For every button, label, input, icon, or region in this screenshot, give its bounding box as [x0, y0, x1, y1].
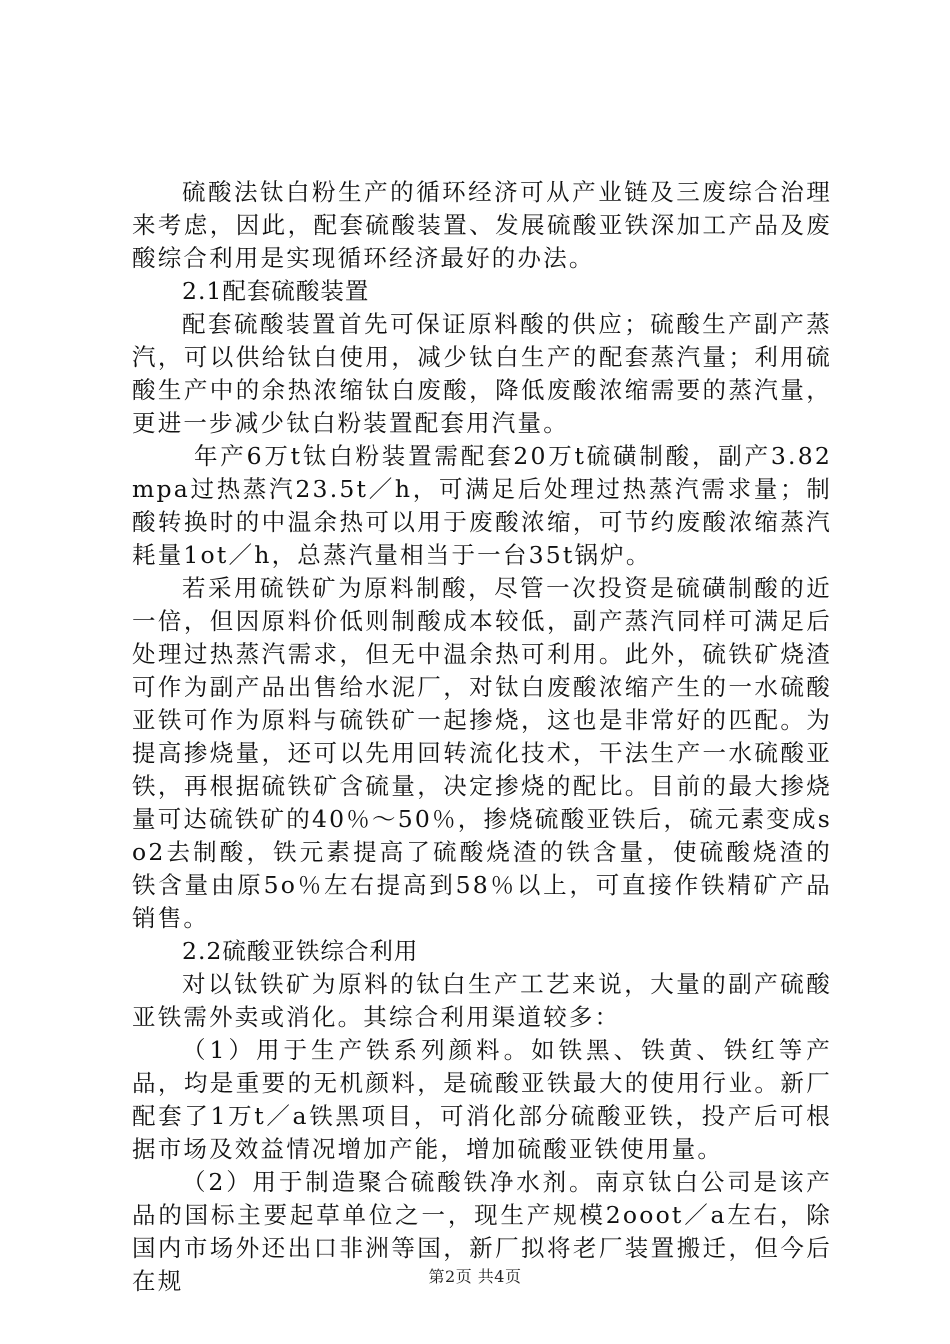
paragraph-2-2-a: 对以钛铁矿为原料的钛白生产工艺来说，大量的副产硫酸亚铁需外卖或消化。其综合利用渠道较多：: [132, 970, 832, 1031]
paragraph-2-1-c: 若采用硫铁矿为原料制酸，尽管一次投资是硫磺制酸的近一倍，但因原料价低则制酸成本较低，副产蒸汽同样可满足后处理过热蒸汽需求，但无中温余热可利用。此外，硫铁矿烧渣可作为副产品出售给水泥厂，对钛白废酸浓缩产生的一水硫酸亚铁可作为原料与硫铁矿一起掺烧，这也是非常好的匹配。为提高掺烧量，还可以先用回转流化技术，干法生产一水硫酸亚铁，再根据硫铁矿含硫量，决定掺烧的配比。目前的最大掺烧量可达硫铁矿的40％～50％，掺烧硫酸亚铁后，硫元素变成so2去制酸，铁元素提高了硫酸烧渣的铁含量，使硫酸烧渣的铁含量由原5o％左右提高到58％以上，可直接作铁精矿产品销售。: [132, 574, 832, 932]
paragraph-2-2-c: （2）用于制造聚合硫酸铁净水剂。南京钛白公司是该产品的国标主要起草单位之一，现生产规模2ooot／a左右，除国内市场外还出口非洲等国，新厂拟将老厂装置搬迁，但今后在规: [132, 1168, 832, 1295]
section-heading-2-2: 2.2硫酸亚铁综合利用: [182, 937, 419, 965]
paragraph-2-1-a: 配套硫酸装置首先可保证原料酸的供应；硫酸生产副产蒸汽，可以供给钛白使用，减少钛白生产的配套蒸汽量；利用硫酸生产中的余热浓缩钛白废酸，降低废酸浓缩需要的蒸汽量，更进一步减少钛白粉装置配套用汽量。: [132, 310, 832, 437]
paragraph-2-2-b: （1）用于生产铁系列颜料。如铁黑、铁黄、铁红等产品，均是重要的无机颜料，是硫酸亚铁最大的使用行业。新厂配套了1万t／a铁黑项目，可消化部分硫酸亚铁，投产后可根据市场及效益情况增加产能，增加硫酸亚铁使用量。: [132, 1036, 832, 1163]
section-heading-2-1: 2.1配套硫酸装置: [182, 277, 370, 305]
paragraph-intro: 硫酸法钛白粉生产的循环经济可从产业链及三废综合治理来考虑，因此，配套硫酸装置、发展硫酸亚铁深加工产品及废酸综合利用是实现循环经济最好的办法。: [132, 178, 832, 272]
page-footer: 第2页 共4页: [428, 1267, 522, 1286]
paragraph-2-1-b: 年产6万t钛白粉装置需配套20万t硫磺制酸，副产3.82mpa过热蒸汽23.5t／h，可满足后处理过热蒸汽需求量；制酸转换时的中温余热可以用于废酸浓缩，可节约废酸浓缩蒸汽耗量1ot／h，总蒸汽量相当于一台35t锅炉。: [132, 442, 832, 569]
document-body: [132, 176, 832, 1298]
